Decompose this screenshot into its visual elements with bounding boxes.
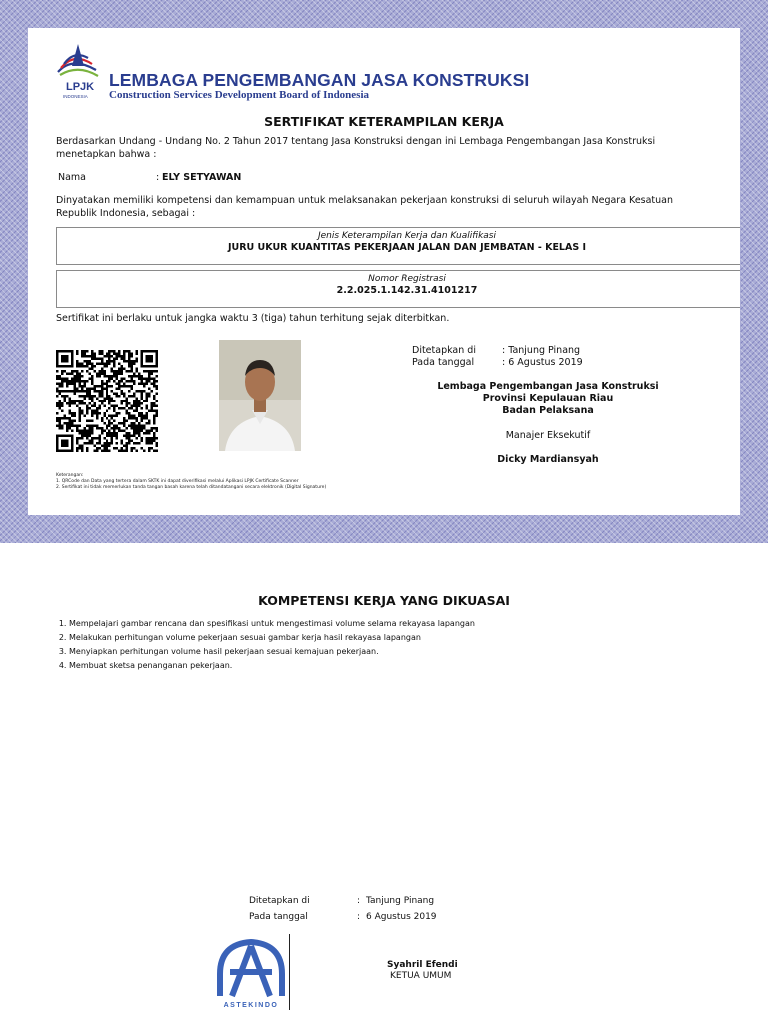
p2-issued-at-sep: : <box>357 896 361 906</box>
competency-item: 3. Menyiapkan perhitungan volume hasil pekerjaan sesuai kemajuan pekerjaan. <box>69 645 475 659</box>
astekindo-logo <box>214 934 288 1010</box>
intro-text: Berdasarkan Undang - Undang No. 2 Tahun 2017 tentang Jasa Konstruksi dengan ini Lembaga Pengembangan Jasa Konstruksi menetapkan bahwa : <box>56 136 656 160</box>
qr-code <box>56 350 158 452</box>
issuer-line-1: Lembaga Pengembangan Jasa Konstruksi <box>437 381 659 392</box>
competency-item: 2. Melakukan perhitungan volume pekerjaan sesuai gambar kerja hasil rekayasa lapangan <box>69 631 475 645</box>
svg-text:LPJK: LPJK <box>66 81 95 93</box>
skill-box <box>56 227 740 265</box>
competency-list <box>55 617 475 673</box>
p2-signer-title: KETUA UMUM <box>390 971 452 981</box>
competency-title: KOMPETENSI KERJA YANG DIKUASAI <box>258 593 510 608</box>
name-label: Nama <box>58 172 87 183</box>
org-name: LEMBAGA PENGEMBANGAN JASA KONSTRUKSI <box>109 70 530 90</box>
issuer-line-3: Badan Pelaksana <box>502 405 594 416</box>
competency-item: 1. Mempelajari gambar rencana dan spesifikasi untuk mengestimasi volume selama rekayasa lapangan <box>69 617 475 631</box>
p2-issued-date-value: 6 Agustus 2019 <box>366 912 437 922</box>
issued-date-value: : 6 Agustus 2019 <box>502 357 583 368</box>
registration-label: Nomor Registrasi <box>368 274 446 284</box>
p2-issued-at-label: Ditetapkan di <box>249 896 310 906</box>
note-1: 1. QRCode dan Data yang tertera dalam SKTK ini dapat diverifikasi melalui Aplikasi LPJK Certificate Scanner <box>56 479 299 484</box>
registration-box <box>56 270 740 308</box>
signature-divider <box>289 934 290 1010</box>
issuer-line-2: Provinsi Kepulauan Riau <box>482 393 614 404</box>
p2-issued-at-value: Tanjung Pinang <box>366 896 435 906</box>
p2-issued-date-label: Pada tanggal <box>249 912 308 922</box>
issued-at-value: : Tanjung Pinang <box>502 345 581 356</box>
holder-name: ELY SETYAWAN <box>162 172 242 183</box>
issued-at-label: Ditetapkan di <box>412 345 476 356</box>
registration-number: 2.2.025.1.142.31.4101217 <box>336 285 478 296</box>
lpjk-logo <box>52 42 104 104</box>
issuer-block <box>428 381 668 417</box>
certificate-body <box>28 28 740 515</box>
note-2: 2. Sertifikat ini tidak memerlukan tanda tangan basah karena telah ditandatangani secara elektronik (Digital Signature) <box>56 485 327 490</box>
skill-label: Jenis Keterampilan Kerja dan Kualifikasi <box>317 231 496 241</box>
svg-text:INDONESIA: INDONESIA <box>63 94 88 99</box>
name-separator: : <box>156 172 160 183</box>
signer-title: Manajer Eksekutif <box>505 430 591 441</box>
skill-value: JURU UKUR KUANTITAS PEKERJAAN JALAN DAN JEMBATAN - KELAS I <box>227 242 587 253</box>
p2-issued-date-sep: : <box>357 912 361 922</box>
certificate-title: SERTIFIKAT KETERAMPILAN KERJA <box>264 114 504 129</box>
issued-date-label: Pada tanggal <box>412 357 475 368</box>
validity-text: Sertifikat ini berlaku untuk jangka waktu 3 (tiga) tahun terhitung sejak diterbitkan. <box>56 313 450 324</box>
statement-text: Dinyatakan memiliki kompetensi dan kemampuan untuk melaksanakan pekerjaan konstruksi di seluruh wilayah Negara Kesatuan Republik Indonesia, sebagai : <box>56 195 674 219</box>
p2-signer-name: Syahril Efendi <box>387 960 458 970</box>
competency-item: 4. Membuat sketsa penanganan pekerjaan. <box>69 659 475 673</box>
notes-title: Keterangan: <box>56 473 84 478</box>
holder-photo <box>219 340 301 451</box>
svg-text:ASTEKINDO: ASTEKINDO <box>223 1002 279 1009</box>
org-subtitle: Construction Services Development Board of Indonesia <box>109 89 370 101</box>
signer-name: Dicky Mardiansyah <box>497 454 599 465</box>
